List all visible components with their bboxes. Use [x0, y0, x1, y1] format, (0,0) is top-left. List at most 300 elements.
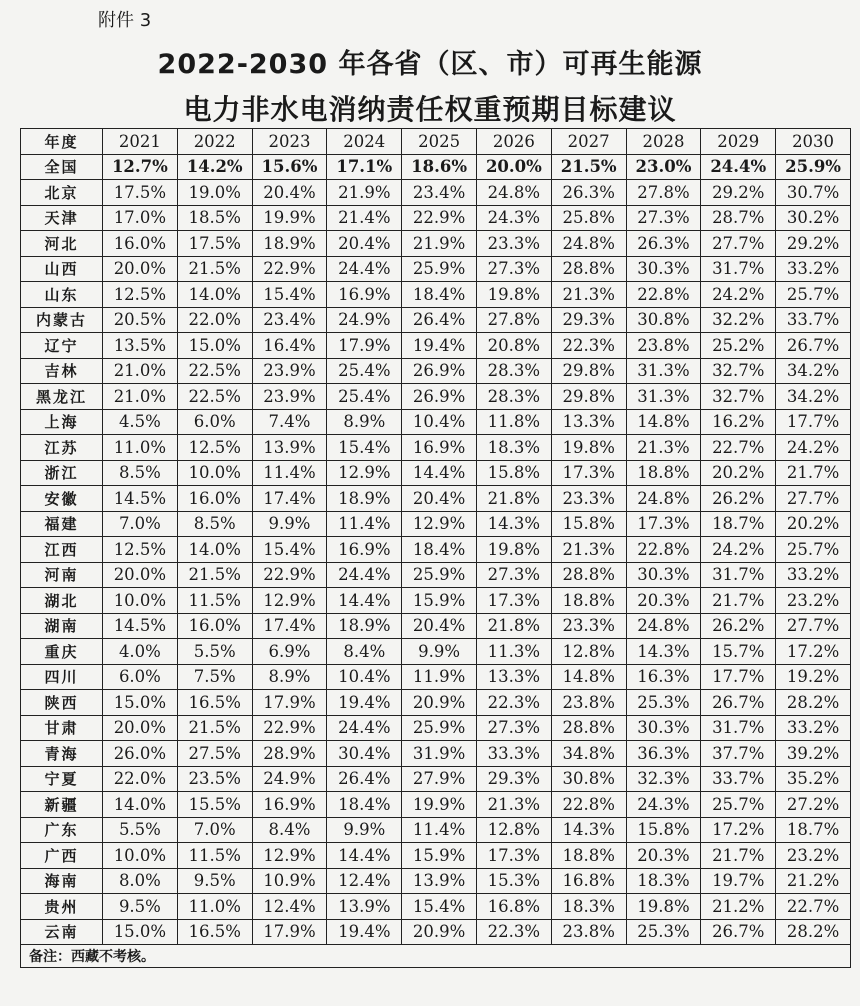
weight-cell: 27.3% [626, 205, 701, 231]
weight-cell: 30.8% [626, 307, 701, 333]
weight-cell: 18.3% [476, 435, 551, 461]
weight-cell: 24.3% [476, 205, 551, 231]
weight-cell: 29.8% [551, 358, 626, 384]
weight-cell: 15.9% [402, 843, 477, 869]
weight-cell: 32.7% [701, 358, 776, 384]
weight-cell: 6.0% [177, 409, 252, 435]
weight-cell: 21.4% [327, 205, 402, 231]
weight-cell: 26.2% [701, 613, 776, 639]
table-row [21, 843, 851, 869]
weight-cell: 16.5% [177, 690, 252, 716]
weight-cell: 28.9% [252, 741, 327, 767]
weight-cell: 19.8% [476, 282, 551, 308]
table-row [21, 231, 851, 257]
weight-cell: 8.5% [103, 460, 178, 486]
weight-cell: 14.3% [476, 511, 551, 537]
weight-cell: 11.0% [103, 435, 178, 461]
weight-cell: 34.2% [776, 384, 851, 410]
table-row [21, 205, 851, 231]
weight-cell: 14.0% [103, 792, 178, 818]
weight-cell: 28.2% [776, 690, 851, 716]
weight-cell: 20.2% [776, 511, 851, 537]
weight-cell: 27.2% [776, 792, 851, 818]
weight-cell: 14.2% [177, 154, 252, 180]
weight-cell: 29.2% [701, 180, 776, 206]
weight-cell: 17.1% [327, 154, 402, 180]
weight-cell: 18.4% [402, 537, 477, 563]
weight-cell: 14.5% [103, 486, 178, 512]
weight-cell: 17.2% [776, 639, 851, 665]
weight-cell: 9.5% [103, 894, 178, 920]
weight-cell: 16.5% [177, 919, 252, 945]
weight-cell: 12.9% [252, 588, 327, 614]
weight-cell: 16.3% [626, 664, 701, 690]
weight-cell: 9.9% [252, 511, 327, 537]
weight-cell: 19.8% [551, 435, 626, 461]
weight-cell: 25.3% [626, 919, 701, 945]
weight-cell: 17.4% [252, 613, 327, 639]
weight-cell: 30.3% [626, 562, 701, 588]
weight-cell: 21.3% [551, 282, 626, 308]
region-name: 辽宁 [21, 333, 103, 359]
weight-cell: 34.8% [551, 741, 626, 767]
table-row [21, 588, 851, 614]
weight-cell: 14.0% [177, 537, 252, 563]
table-header-row [21, 129, 851, 155]
weight-cell: 11.3% [476, 639, 551, 665]
weight-cell: 21.3% [551, 537, 626, 563]
weight-cell: 24.4% [327, 562, 402, 588]
weight-cell: 21.0% [103, 384, 178, 410]
table-row [21, 715, 851, 741]
weight-cell: 21.9% [402, 231, 477, 257]
weight-cell: 21.5% [177, 562, 252, 588]
weight-cell: 18.9% [252, 231, 327, 257]
weight-cell: 27.7% [776, 613, 851, 639]
weight-cell: 16.8% [551, 868, 626, 894]
weight-cell: 25.9% [402, 256, 477, 282]
weight-cell: 11.5% [177, 843, 252, 869]
weight-cell: 23.2% [776, 588, 851, 614]
weight-cell: 22.9% [252, 562, 327, 588]
weight-cell: 19.8% [476, 537, 551, 563]
weight-cell: 17.9% [252, 690, 327, 716]
weight-cell: 17.3% [476, 843, 551, 869]
region-name: 内蒙古 [21, 307, 103, 333]
weight-cell: 12.7% [103, 154, 178, 180]
weight-cell: 6.0% [103, 664, 178, 690]
table-row [21, 486, 851, 512]
table-row [21, 307, 851, 333]
weight-cell: 25.7% [701, 792, 776, 818]
weight-cell: 23.4% [252, 307, 327, 333]
weight-cell: 20.8% [476, 333, 551, 359]
weight-cell: 20.4% [327, 231, 402, 257]
weight-cell: 19.9% [252, 205, 327, 231]
weight-cell: 21.5% [551, 154, 626, 180]
weight-cell: 23.3% [476, 231, 551, 257]
weight-cell: 14.4% [402, 460, 477, 486]
weight-cell: 18.3% [551, 894, 626, 920]
weight-cell: 21.3% [476, 792, 551, 818]
weight-cell: 8.5% [177, 511, 252, 537]
weight-cell: 25.7% [776, 282, 851, 308]
weight-cell: 22.0% [103, 766, 178, 792]
weight-cell: 25.8% [551, 205, 626, 231]
weight-cell: 27.7% [776, 486, 851, 512]
region-name: 江西 [21, 537, 103, 563]
weight-cell: 20.0% [103, 715, 178, 741]
weight-cell: 19.9% [402, 792, 477, 818]
weight-cell: 30.4% [327, 741, 402, 767]
weight-cell: 24.2% [776, 435, 851, 461]
weight-cell: 16.9% [327, 537, 402, 563]
weight-cell: 12.4% [252, 894, 327, 920]
weight-cell: 22.8% [626, 282, 701, 308]
weight-cell: 33.2% [776, 256, 851, 282]
weight-cell: 11.4% [402, 817, 477, 843]
weight-cell: 24.8% [626, 613, 701, 639]
weight-cell: 27.3% [476, 562, 551, 588]
weight-cell: 32.7% [701, 384, 776, 410]
year-header: 2023 [252, 129, 327, 155]
weight-cell: 26.4% [402, 307, 477, 333]
weight-cell: 21.2% [701, 894, 776, 920]
weight-cell: 27.3% [476, 256, 551, 282]
region-name: 新疆 [21, 792, 103, 818]
weight-cell: 31.9% [402, 741, 477, 767]
weight-cell: 30.3% [626, 256, 701, 282]
attachment-label: 附件 3 [98, 10, 152, 31]
table-row [21, 741, 851, 767]
weight-cell: 18.7% [776, 817, 851, 843]
weight-cell: 22.5% [177, 358, 252, 384]
weight-cell: 27.8% [476, 307, 551, 333]
weight-cell: 24.8% [476, 180, 551, 206]
weight-cell: 10.9% [252, 868, 327, 894]
weight-cell: 9.9% [402, 639, 477, 665]
weight-cell: 17.5% [177, 231, 252, 257]
year-header: 2028 [626, 129, 701, 155]
weight-cell: 24.4% [701, 154, 776, 180]
weight-cell: 17.7% [701, 664, 776, 690]
weight-cell: 19.4% [402, 333, 477, 359]
weight-cell: 36.3% [626, 741, 701, 767]
weight-cell: 17.3% [551, 460, 626, 486]
weight-cell: 27.9% [402, 766, 477, 792]
weight-cell: 33.2% [776, 562, 851, 588]
weight-cell: 8.9% [252, 664, 327, 690]
weight-cell: 16.8% [476, 894, 551, 920]
weight-cell: 29.3% [476, 766, 551, 792]
year-header: 2026 [476, 129, 551, 155]
table-note: 备注：西藏不考核。 [21, 945, 851, 968]
weight-cell: 24.3% [626, 792, 701, 818]
region-name: 黑龙江 [21, 384, 103, 410]
weight-cell: 20.4% [402, 486, 477, 512]
weight-cell: 12.5% [177, 435, 252, 461]
weight-cell: 14.3% [551, 817, 626, 843]
weight-cell: 19.4% [327, 919, 402, 945]
weight-cell: 31.3% [626, 358, 701, 384]
table-row [21, 639, 851, 665]
weight-cell: 24.9% [252, 766, 327, 792]
weight-cell: 23.2% [776, 843, 851, 869]
weight-cell: 20.4% [402, 613, 477, 639]
weight-cell: 23.5% [177, 766, 252, 792]
weight-cell: 21.3% [626, 435, 701, 461]
weight-cell: 15.6% [252, 154, 327, 180]
weight-cell: 23.3% [551, 613, 626, 639]
weight-cell: 25.4% [327, 384, 402, 410]
weight-cell: 15.8% [476, 460, 551, 486]
weight-cell: 11.5% [177, 588, 252, 614]
weight-cell: 6.9% [252, 639, 327, 665]
weight-cell: 11.0% [177, 894, 252, 920]
weight-cell: 13.3% [551, 409, 626, 435]
weight-cell: 26.7% [701, 919, 776, 945]
region-name: 福建 [21, 511, 103, 537]
weight-cell: 16.0% [103, 231, 178, 257]
weight-cell: 24.9% [327, 307, 402, 333]
table-row [21, 613, 851, 639]
note-row [21, 945, 851, 968]
weight-cell: 20.0% [476, 154, 551, 180]
weight-cell: 22.3% [476, 919, 551, 945]
weight-cell: 15.4% [252, 537, 327, 563]
weight-cell: 20.3% [626, 588, 701, 614]
table-row [21, 180, 851, 206]
weight-cell: 33.3% [476, 741, 551, 767]
weight-cell: 19.7% [701, 868, 776, 894]
document-title-line2: 电力非水电消纳责任权重预期目标建议 [183, 93, 677, 126]
region-name: 甘肃 [21, 715, 103, 741]
weight-cell: 22.8% [551, 792, 626, 818]
weight-cell: 23.8% [626, 333, 701, 359]
region-name: 河北 [21, 231, 103, 257]
weight-cell: 17.9% [252, 919, 327, 945]
weight-cell: 20.3% [626, 843, 701, 869]
weight-cell: 22.9% [402, 205, 477, 231]
region-name: 浙江 [21, 460, 103, 486]
weight-cell: 27.3% [476, 715, 551, 741]
weight-cell: 32.3% [626, 766, 701, 792]
weight-cell: 25.4% [327, 358, 402, 384]
weight-cell: 28.8% [551, 715, 626, 741]
table-row [21, 562, 851, 588]
weight-cell: 12.9% [327, 460, 402, 486]
weight-cell: 16.0% [177, 613, 252, 639]
weight-cell: 30.2% [776, 205, 851, 231]
weight-cell: 14.0% [177, 282, 252, 308]
weight-cell: 23.8% [551, 690, 626, 716]
weight-cell: 25.2% [701, 333, 776, 359]
weight-cell: 16.2% [701, 409, 776, 435]
table-row [21, 409, 851, 435]
weight-cell: 23.3% [551, 486, 626, 512]
region-name: 山东 [21, 282, 103, 308]
weight-cell: 18.4% [402, 282, 477, 308]
region-name: 广东 [21, 817, 103, 843]
weight-cell: 25.9% [402, 562, 477, 588]
table-row [21, 435, 851, 461]
weight-cell: 25.9% [402, 715, 477, 741]
weight-cell: 30.8% [551, 766, 626, 792]
weight-cell: 20.5% [103, 307, 178, 333]
weight-cell: 18.6% [402, 154, 477, 180]
table-row [21, 664, 851, 690]
weight-cell: 18.8% [551, 843, 626, 869]
weight-cell: 9.9% [327, 817, 402, 843]
weight-cell: 12.5% [103, 537, 178, 563]
weight-cell: 16.4% [252, 333, 327, 359]
weight-cell: 20.4% [252, 180, 327, 206]
weight-cell: 11.4% [327, 511, 402, 537]
weight-cell: 21.5% [177, 715, 252, 741]
weight-cell: 17.0% [103, 205, 178, 231]
weight-cell: 26.9% [402, 384, 477, 410]
weight-cell: 8.4% [327, 639, 402, 665]
weight-cell: 17.5% [103, 180, 178, 206]
weight-cell: 33.7% [776, 307, 851, 333]
weight-cell: 21.8% [476, 613, 551, 639]
region-name: 湖南 [21, 613, 103, 639]
weight-cell: 15.9% [402, 588, 477, 614]
table-row [21, 792, 851, 818]
weight-cell: 12.8% [476, 817, 551, 843]
weight-cell: 26.0% [103, 741, 178, 767]
weight-cell: 10.0% [103, 843, 178, 869]
table-row [21, 868, 851, 894]
weight-cell: 14.8% [551, 664, 626, 690]
weight-cell: 11.4% [252, 460, 327, 486]
weight-cell: 23.4% [402, 180, 477, 206]
weight-cell: 17.4% [252, 486, 327, 512]
region-name: 上海 [21, 409, 103, 435]
weight-cell: 27.7% [701, 231, 776, 257]
region-name: 广西 [21, 843, 103, 869]
weight-cell: 28.8% [551, 256, 626, 282]
weight-cell: 15.0% [177, 333, 252, 359]
weight-cell: 18.4% [327, 792, 402, 818]
table-row [21, 537, 851, 563]
weight-cell: 8.0% [103, 868, 178, 894]
weight-cell: 15.4% [327, 435, 402, 461]
weight-cell: 21.5% [177, 256, 252, 282]
table-row [21, 894, 851, 920]
weight-cell: 10.4% [402, 409, 477, 435]
table-row [21, 817, 851, 843]
region-name: 陕西 [21, 690, 103, 716]
weight-cell: 15.7% [701, 639, 776, 665]
weight-cell: 31.7% [701, 715, 776, 741]
weight-cell: 33.2% [776, 715, 851, 741]
region-name: 贵州 [21, 894, 103, 920]
weight-cell: 20.9% [402, 690, 477, 716]
weight-cell: 28.3% [476, 384, 551, 410]
region-name: 江苏 [21, 435, 103, 461]
table-row [21, 384, 851, 410]
table-body [21, 154, 851, 945]
weight-cell: 21.7% [701, 843, 776, 869]
weight-cell: 21.2% [776, 868, 851, 894]
region-name: 青海 [21, 741, 103, 767]
weight-cell: 21.7% [776, 460, 851, 486]
weight-cell: 19.4% [327, 690, 402, 716]
weight-cell: 5.5% [177, 639, 252, 665]
weight-cell: 24.8% [626, 486, 701, 512]
weight-cell: 7.5% [177, 664, 252, 690]
weight-cell: 15.8% [626, 817, 701, 843]
weight-cell: 19.8% [626, 894, 701, 920]
weight-cell: 21.7% [701, 588, 776, 614]
weight-cell: 14.4% [327, 843, 402, 869]
weight-cell: 21.9% [327, 180, 402, 206]
table-row [21, 256, 851, 282]
weight-cell: 31.7% [701, 562, 776, 588]
weight-cell: 12.8% [551, 639, 626, 665]
weight-cell: 16.9% [252, 792, 327, 818]
year-header: 2025 [402, 129, 477, 155]
year-header: 2022 [177, 129, 252, 155]
weight-cell: 8.4% [252, 817, 327, 843]
weight-cell: 37.7% [701, 741, 776, 767]
weight-cell: 18.7% [701, 511, 776, 537]
weight-cell: 17.3% [626, 511, 701, 537]
weight-cell: 24.4% [327, 715, 402, 741]
table-row [21, 690, 851, 716]
weight-cell: 15.4% [252, 282, 327, 308]
weight-cell: 19.0% [177, 180, 252, 206]
weight-cell: 22.8% [626, 537, 701, 563]
weight-cell: 30.7% [776, 180, 851, 206]
weight-cell: 20.9% [402, 919, 477, 945]
region-name: 全国 [21, 154, 103, 180]
weight-cell: 18.8% [551, 588, 626, 614]
weight-cell: 22.0% [177, 307, 252, 333]
weight-cell: 7.4% [252, 409, 327, 435]
weight-cell: 25.3% [626, 690, 701, 716]
weight-cell: 26.3% [626, 231, 701, 257]
weight-cell: 18.9% [327, 613, 402, 639]
weight-cell: 7.0% [103, 511, 178, 537]
weight-cell: 10.0% [103, 588, 178, 614]
weight-cell: 28.2% [776, 919, 851, 945]
weight-cell: 15.5% [177, 792, 252, 818]
weight-cell: 19.2% [776, 664, 851, 690]
weight-cell: 30.3% [626, 715, 701, 741]
table-row [21, 460, 851, 486]
weight-cell: 13.5% [103, 333, 178, 359]
table-row [21, 511, 851, 537]
weight-cell: 17.9% [327, 333, 402, 359]
weight-cell: 17.2% [701, 817, 776, 843]
weight-cell: 35.2% [776, 766, 851, 792]
weight-cell: 13.9% [252, 435, 327, 461]
weight-cell: 18.8% [626, 460, 701, 486]
weight-cell: 26.7% [776, 333, 851, 359]
weight-cell: 9.5% [177, 868, 252, 894]
weight-cell: 26.3% [551, 180, 626, 206]
weight-cell: 18.3% [626, 868, 701, 894]
weight-cell: 31.7% [701, 256, 776, 282]
weight-cell: 24.2% [701, 282, 776, 308]
weight-cell: 12.9% [252, 843, 327, 869]
region-name: 吉林 [21, 358, 103, 384]
weight-cell: 32.2% [701, 307, 776, 333]
table-row [21, 919, 851, 945]
weight-cell: 29.3% [551, 307, 626, 333]
